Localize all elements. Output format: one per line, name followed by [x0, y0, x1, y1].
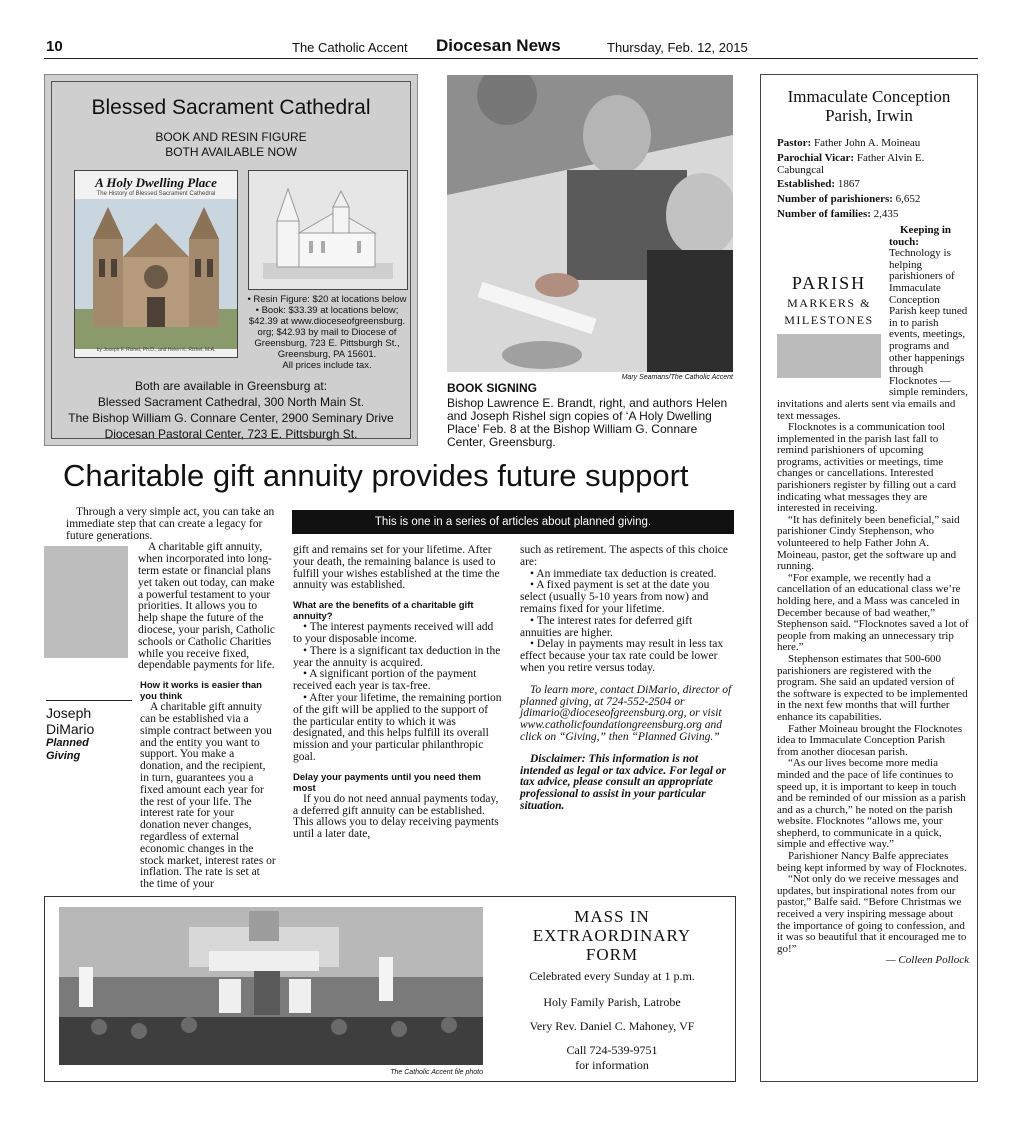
article-column-3 — [520, 545, 734, 813]
cathedral-ad — [44, 74, 418, 446]
book-cover-subtitle: The History of Blessed Sacrament Cathedral — [96, 191, 216, 197]
mass-location: Holy Family Parish, Latrobe — [543, 995, 681, 1009]
article-subhead: What are the benefits of a charitable gift annuity? — [293, 600, 474, 623]
parish-fact-families — [777, 208, 898, 220]
fact-value: 1867 — [837, 178, 860, 190]
photo-caption: Bishop Lawrence E. Brandt, right, and authors Helen and Joseph Rishel sign copies of ‘A Holy Dwelling Place’ Feb. 8 at the Bishop William G. Connare Center, Greensburg. — [447, 396, 728, 449]
benefit-item: • A significant portion of the payment received each year is tax-free. — [293, 668, 477, 693]
parish-paragraph: “Not only do we receive messages and updates, but inspirational notes from our pastor,” Balfe said. “Before Christmas we received a very inspiring message about the importance of going to confession, and it was so beautiful that it encouraged me to go!” — [777, 873, 967, 955]
mass-title-line: MASS IN — [574, 907, 650, 926]
page-number: 10 — [46, 38, 63, 55]
availability-list — [52, 378, 410, 442]
issue-date: Thursday, Feb. 12, 2015 — [607, 40, 748, 55]
price-line: • Resin Figure: $20 at locations below — [247, 294, 407, 305]
mass-info: for information — [575, 1058, 649, 1072]
fact-value: 2,435 — [873, 208, 899, 220]
author-name — [46, 705, 132, 737]
publication-name: The Catholic Accent — [292, 40, 408, 55]
price-list — [240, 294, 414, 371]
parish-story — [777, 225, 969, 967]
parish-paragraph: “As our lives become more media minded and the pace of life continues to speed up, it is important to keep in touch and be reminded of our mission as a parish and as a church,” he noted on the parish website. Flocknotes “allows me, your shepherd, to communicate in a quick, simple and effective way.” — [777, 757, 966, 851]
price-line: All prices include tax. — [282, 360, 372, 371]
mass-phone: Call 724-539-9751 — [566, 1043, 658, 1057]
availability-line: Both are available in Greensburg at: — [134, 379, 328, 393]
cathedral-ad-frame — [51, 81, 411, 439]
aspect-item: • A fixed payment is set at the date you select (usually 5-10 years from now) and remains fixed for your lifetime. — [520, 579, 710, 615]
price-line: Greensburg, 723 E. Pittsburgh St., — [254, 338, 400, 349]
author-role-line: Planned — [46, 737, 89, 749]
availability-line: Blessed Sacrament Cathedral, 300 North Main St. — [97, 395, 365, 409]
book-signing-photo — [447, 75, 733, 372]
author-role-line: Giving — [46, 750, 81, 762]
cathedral-ad-title: Blessed Sacrament Cathedral — [91, 96, 371, 119]
photo-caption-heading: BOOK SIGNING — [447, 381, 538, 395]
subtitle-line: BOTH AVAILABLE NOW — [165, 145, 297, 159]
article-subhead: Delay your payments until you need them most — [293, 771, 481, 794]
parish-title — [761, 87, 977, 125]
price-line: • Book: $33.39 at locations below; — [255, 305, 399, 316]
parish-fact-vicar — [777, 152, 947, 176]
section-title: Diocesan News — [436, 36, 561, 55]
stones-image — [777, 334, 881, 378]
photo-credit: Mary Seamans/The Catholic Accent — [621, 374, 733, 381]
parish-paragraph: Parishioner Nancy Balfe appreciates being kept informed by way of Flocknotes. — [777, 850, 967, 874]
mass-ad-title — [500, 907, 724, 964]
byline-rule — [46, 700, 132, 701]
parish-fact-parishioners — [777, 193, 920, 205]
parish-fact-established — [777, 178, 860, 190]
header-rule — [44, 58, 978, 59]
article-subhead: How it works is easier than you think — [140, 680, 262, 703]
author-byline — [46, 700, 132, 763]
mass-celebrant: Very Rev. Daniel C. Mahoney, VF — [529, 1019, 695, 1033]
logo-word: MARKERS & — [787, 296, 871, 310]
fact-value: Father Alvin E. Cabungcal — [777, 152, 925, 176]
fact-label: Number of parishioners: — [777, 193, 893, 205]
parish-markers-logo — [777, 273, 881, 393]
cathedral-illustration — [75, 199, 237, 349]
fact-label: Established: — [777, 178, 836, 190]
cathedral-ad-subtitle — [52, 130, 410, 160]
parish-paragraph: “It has definitely been beneficial,” said parishioner Cindy Stephenson, who volunteered to help Father John A. Moineau, pastor, get the software up and running. — [777, 513, 960, 573]
book-cover-title: A Holy Dwelling Place — [95, 175, 217, 190]
lead-text: Technology is helping parishioners of Immaculate Conception Parish keep tuned in to parish events, meetings, programs and other happenings through Flocknotes — simple reminders, invitations and alerts sent via emails and text messages. — [777, 247, 968, 422]
availability-line: The Bishop William G. Connare Center, 2900 Seminary Drive — [68, 411, 394, 425]
article-paragraph: Through a very simple act, you can take an immediate step that can create a legacy for future generations. — [66, 506, 275, 542]
lead-label: Keeping in touch: — [889, 224, 952, 248]
logo-word: PARISH — [791, 273, 867, 293]
subtitle-line: BOOK AND RESIN FIGURE — [155, 130, 307, 144]
mass-title-line: FORM — [585, 945, 639, 964]
article-paragraph: A charitable gift annuity can be established via a simple contract between you and the entity you want to support. You make a donation, and the recipient, in turn, guarantees you a fixed amount each year for the rest of your life. The interest rate for your donation never changes, regardless of external economic changes in the stock market, interest rates or inflation. The rate is set at the time of your — [140, 701, 276, 891]
parish-paragraph: Flocknotes is a communication tool implemented in the parish last fall to remind parishioners of upcoming programs, activities or meetings, time changes or cancellations. Interested parishioners register by filling out a card indicating what messages they are interested in receiving. — [777, 421, 957, 515]
parish-sidebar — [760, 74, 978, 1082]
parish-paragraph: “For example, we recently had a cancellation of an educational class we’re holding here, and a Mass was canceled in December because of bad weather,” Stephenson said. “Flocknotes saved a lot of people from making an unnecessary trip here.” — [777, 571, 969, 654]
benefit-item: • The interest payments received will add to your disposable income. — [293, 621, 494, 645]
fact-value: 6,652 — [895, 193, 921, 205]
fact-label: Number of families: — [777, 208, 871, 220]
mass-schedule: Celebrated every Sunday at 1 p.m. — [529, 969, 695, 983]
parish-paragraph: Father Moineau brought the Flocknotes idea to Immaculate Conception Parish from another diocesan parish. — [777, 722, 963, 758]
author-headshot — [44, 546, 128, 658]
disclaimer: Disclaimer: This information is not intended as legal or tax advice. For legal or tax advice, please consult an appropriate professional to assist in your particular situation. — [520, 752, 727, 812]
parish-title-line: Immaculate Conception — [787, 87, 951, 106]
author-name-line: DiMario — [46, 721, 95, 737]
book-cover-image — [74, 170, 238, 358]
article-headline: Charitable gift annuity provides future support — [63, 458, 689, 493]
fact-label: Pastor: — [777, 137, 812, 149]
book-signing-illustration — [447, 75, 733, 372]
resin-figure-image — [248, 170, 408, 290]
parish-byline: — Colleen Pollock — [885, 954, 969, 967]
price-line: org; $42.93 by mail to Diocese of — [257, 327, 397, 338]
fact-value: Father John A. Moineau — [813, 137, 921, 149]
mass-photo — [59, 907, 483, 1065]
article-paragraph — [66, 542, 276, 672]
article-paragraph: such as retirement. The aspects of this choice are: — [520, 544, 728, 568]
mass-illustration — [59, 907, 483, 1065]
article-column-2 — [293, 545, 503, 841]
parish-title-line: Parish, Irwin — [825, 106, 913, 125]
price-line: $42.39 at www.dioceseofgreensburg. — [248, 316, 406, 327]
price-line: Greensburg, PA 15601. — [277, 349, 377, 360]
article-column-1 — [66, 507, 276, 891]
author-role — [46, 737, 132, 763]
article-text: A charitable gift annuity, when incorporated into long-term estate or financial plans yet taken out today, can make a powerful testament to your priorities. It allows you to help shape the future of the diocese, your parish, Catholic schools or Catholic Charities while you receive fixed, dependable payments for life. — [138, 541, 276, 672]
aspect-item: • The interest rates for deferred gift annuities are higher. — [520, 614, 693, 639]
benefit-item: • After your lifetime, the remaining portion of the gift will be applied to the support of the particular entity to which it was designated, and this helps fulfill its overall mission and your particular philanthropic goal. — [293, 691, 502, 763]
article-paragraph: gift and remains set for your lifetime. After your death, the remaining balance is used to fulfill your wishes established at the time the annuity was established. — [293, 544, 500, 592]
fact-label: Parochial Vicar: — [777, 152, 855, 164]
resin-figure-illustration — [249, 171, 407, 289]
photo-credit: The Catholic Accent file photo — [390, 1069, 483, 1076]
logo-word: MILESTONES — [784, 313, 874, 327]
author-name-line: Joseph — [46, 705, 92, 721]
benefit-item: • There is a significant tax deduction in the year the annuity is acquired. — [293, 644, 501, 669]
mass-title-line: EXTRAORDINARY — [532, 926, 692, 945]
availability-line: Diocesan Pastoral Center, 723 E. Pittsburgh St. — [104, 427, 358, 441]
contact-info: To learn more, contact DiMario, director of planned giving, at 724-552-2504 or jdimario@dioceseofgreensburg.org, or visit www.catholicfoundationgreensburg.org and click on “Giving,” then “Planned Giving.” — [520, 683, 732, 743]
aspect-item: • An immediate tax deduction is created. — [530, 567, 717, 580]
article-paragraph: If you do not need annual payments today, a deferred gift annuity can be established. This allows you to delay receiving payments until a later date, — [293, 792, 499, 841]
aspect-item: • Delay in payments may result in less tax effect because your tax rate could be lower when you retire versus today. — [520, 638, 724, 674]
parish-fact-pastor — [777, 137, 969, 149]
parish-paragraph: Stephenson estimates that 500-600 parishioners are registered with the program. She said an updated version of the software is expected to be implemented in the next few months that will further enhance its capabilities. — [777, 652, 968, 723]
series-banner: This is one in a series of articles about planned giving. — [292, 510, 734, 534]
book-cover-authors: by Joseph F. Rishel, Ph.D., and Helen K. Rishel, M.A. — [96, 347, 216, 353]
mass-ad — [44, 896, 736, 1082]
